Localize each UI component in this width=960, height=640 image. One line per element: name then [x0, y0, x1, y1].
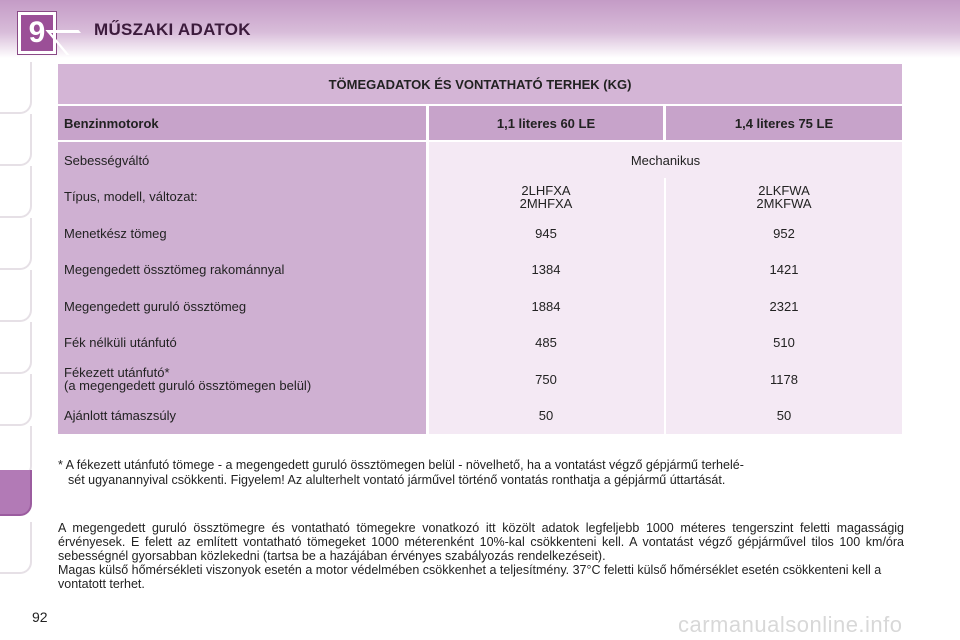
column-header-1-4: 1,4 literes 75 LE [666, 106, 902, 140]
row-label-type: Típus, modell, változat: [64, 189, 198, 204]
type-value-2-line2: 2MKFWA [756, 196, 812, 211]
footnote [58, 458, 904, 488]
body-paragraph [58, 521, 904, 591]
row-label-gearbox: Sebességváltó [64, 153, 150, 168]
footnote-line-1: * A fékezett utánfutó tömege - a megengedett guruló össztömegen belül - növelhető, ha a vontatást végző gépjármű terhelé- [58, 458, 744, 472]
row-label-curb-weight: Menetkész tömeg [64, 226, 167, 241]
unbraked-trailer-value-2: 510 [773, 335, 795, 350]
body-paragraph-2: Magas külső hőmérsékleti viszonyok esetén a motor védelmében csökkenhet a teljesítmény. 37°C feletti külső hőmérséklet esetén csökkenteni kell a vontatott terhet. [58, 563, 882, 591]
gross-weight-value-1: 1384 [531, 262, 561, 277]
column-header-1-1: 1,1 literes 60 LE [429, 106, 663, 140]
table-title: TÖMEGADATOK ÉS VONTATHATÓ TERHEK (KG) [58, 64, 902, 104]
braked-trailer-value-1: 750 [535, 372, 557, 387]
side-tab-10[interactable] [0, 522, 32, 574]
gearbox-value: Mechanikus [630, 153, 701, 168]
column-header-engine-label: Benzinmotorok [64, 115, 159, 131]
side-tab-7[interactable] [0, 374, 32, 426]
side-tab-5[interactable] [0, 270, 32, 322]
footnote-line-2: sét ugyanannyival csökkenti. Figyelem! Az alulterhelt vontató járművel történő vontatás ronthatja a gépjármű úttartását. [68, 473, 726, 487]
chapter-badge: 9 [18, 12, 56, 54]
side-tab-3[interactable] [0, 166, 32, 218]
row-label-nose-weight: Ajánlott támaszsúly [64, 408, 176, 423]
type-value-1-line1: 2LHFXA [521, 183, 571, 198]
type-value-2-line1: 2LKFWA [758, 183, 810, 198]
side-tab-4[interactable] [0, 218, 32, 270]
train-weight-value-1: 1884 [531, 299, 561, 314]
side-tab-6[interactable] [0, 322, 32, 374]
watermark: carmanualsonline.info [678, 612, 903, 637]
side-tab-9-active[interactable] [0, 470, 32, 516]
column-header-engine [58, 106, 426, 140]
row-label-train-weight: Megengedett guruló össztömeg [64, 299, 247, 314]
curb-weight-value-2: 952 [773, 226, 795, 241]
nose-weight-value-2: 50 [776, 408, 792, 423]
row-label-braked-trailer: Fékezett utánfutó* [64, 365, 170, 380]
nose-weight-value-1: 50 [538, 408, 554, 423]
page-number: 92 [32, 609, 48, 625]
row-label-unbraked-trailer: Fék nélküli utánfutó [64, 335, 177, 350]
row-label-braked-trailer-note: (a megengedett guruló össztömegen belül) [64, 378, 312, 393]
braked-trailer-value-2: 1178 [770, 372, 798, 387]
type-value-1-line2: 2MHFXA [519, 196, 573, 211]
curb-weight-value-1: 945 [535, 226, 557, 241]
row-label-gross-weight: Megengedett össztömeg rakománnyal [64, 262, 285, 277]
train-weight-value-2: 2321 [769, 299, 799, 314]
side-tab-2[interactable] [0, 114, 32, 166]
page-title: MŰSZAKI ADATOK [94, 20, 251, 39]
gross-weight-value-2: 1421 [769, 262, 799, 277]
side-tab-1[interactable] [0, 62, 32, 114]
body-paragraph-1: A megengedett guruló össztömegre és vontatható tömegekre vonatkozó itt közölt adatok legfeljebb 1000 méteres tengerszint feletti magasságig érvényesek. E felett az említett vontatható tömegeket 1000 méterenként 10%-kal csökkenteni kell. A vontatást végző gépjárművel tilos 100 km/óra sebességnél gyorsabban közlekedni (tartsa be a hazájában érvényes szabályozás rendelkezéseit). [58, 521, 904, 563]
unbraked-trailer-value-1: 485 [535, 335, 557, 350]
